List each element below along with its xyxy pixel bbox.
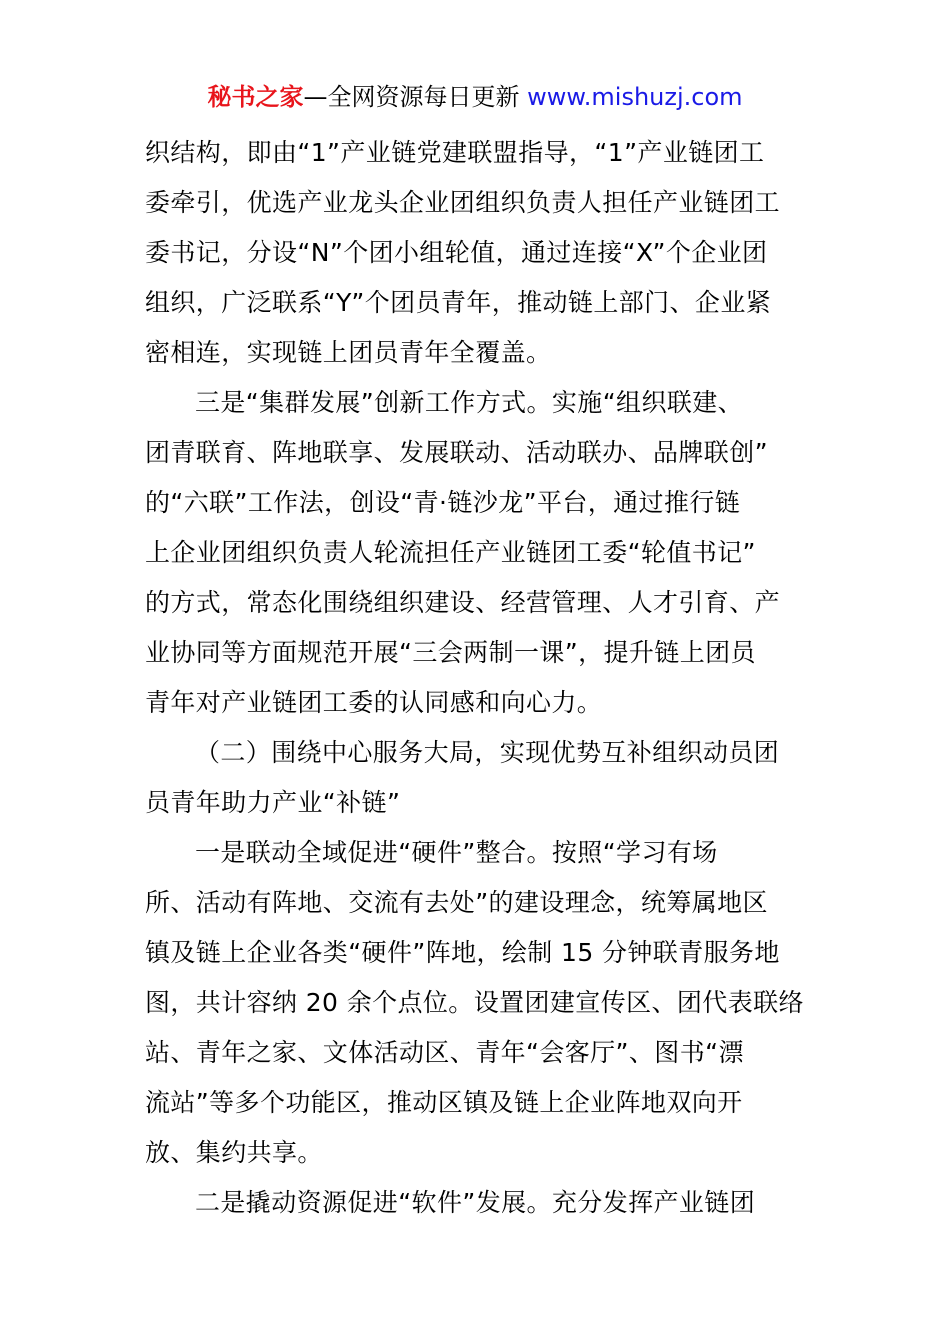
body-line: 镇及链上企业各类“硬件”阵地，绘制 15 分钟联青服务地	[145, 938, 780, 967]
body-line: 委牵引，优选产业龙头企业团组织负责人担任产业链团工	[145, 188, 781, 217]
body-line: 团青联育、阵地联享、发展联动、活动联办、品牌联创”	[145, 438, 768, 467]
paragraph-start-line: 二是撬动资源促进“软件”发展。充分发挥产业链团	[195, 1188, 756, 1217]
body-line: 青年对产业链团工委的认同感和向心力。	[145, 688, 603, 717]
body-line: 流站”等多个功能区，推动区镇及链上企业阵地双向开	[145, 1088, 743, 1117]
section-heading-line: 员青年助力产业“补链”	[145, 788, 401, 817]
body-line: 图，共计容纳 20 余个点位。设置团建宣传区、团代表联络	[145, 988, 804, 1017]
site-url-link[interactable]: www.mishuzj.com	[527, 83, 743, 111]
site-tagline: —全网资源每日更新	[303, 83, 520, 111]
body-line: 业协同等方面规范开展“三会两制一课”，提升链上团员	[145, 638, 756, 667]
body-line: 所、活动有阵地、交流有去处”的建设理念，统筹属地区	[145, 888, 768, 917]
body-line: 组织，广泛联系“Y”个团员青年，推动链上部门、企业紧	[145, 288, 772, 317]
document-body	[145, 128, 810, 1228]
body-line: 委书记，分设“N”个团小组轮值，通过连接“X”个企业团	[145, 238, 768, 267]
body-line: 上企业团组织负责人轮流担任产业链团工委“轮值书记”	[145, 538, 756, 567]
site-header	[0, 80, 950, 114]
body-line: 放、集约共享。	[145, 1138, 323, 1167]
body-line: 的方式，常态化围绕组织建设、经营管理、人才引育、产	[145, 588, 781, 617]
site-brand: 秘书之家	[207, 83, 304, 111]
body-line: 站、青年之家、文体活动区、青年“会客厅”、图书“漂	[145, 1038, 744, 1067]
body-line: 密相连，实现链上团员青年全覆盖。	[145, 338, 552, 367]
section-heading-line: （二）围绕中心服务大局，实现优势互补组织动员团	[195, 738, 780, 767]
body-line: 织结构，即由“1”产业链党建联盟指导，“1”产业链团工	[145, 138, 765, 167]
body-line: 的“六联”工作法，创设“青·链沙龙”平台，通过推行链	[145, 488, 741, 517]
paragraph-start-line: 三是“集群发展”创新工作方式。实施“组织联建、	[195, 388, 744, 417]
paragraph-start-line: 一是联动全域促进“硬件”整合。按照“学习有场	[195, 838, 718, 867]
